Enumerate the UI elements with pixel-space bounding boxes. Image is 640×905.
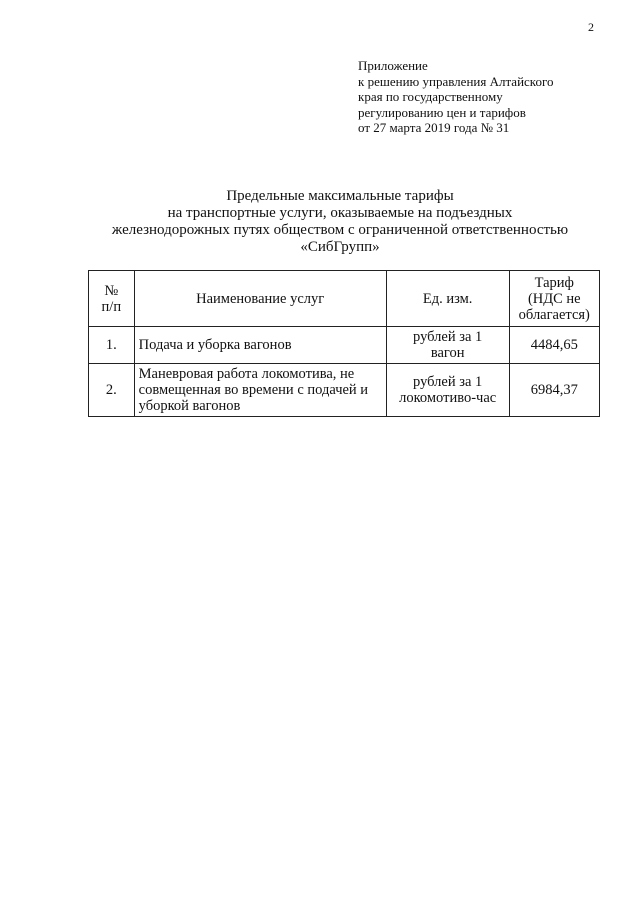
cell-service-name <box>134 364 386 417</box>
cell-service-name <box>134 327 386 364</box>
cell-line: Подача и уборка вагонов <box>138 337 292 353</box>
header-num <box>89 271 135 327</box>
appendix-line: к решению управления Алтайского <box>358 73 554 89</box>
appendix-header <box>358 58 628 136</box>
header-tariff-line: облагается) <box>518 306 590 323</box>
header-num-line: п/п <box>101 298 122 315</box>
cell-line: уборкой вагонов <box>138 398 241 414</box>
table-row <box>89 364 600 417</box>
title-line: железнодорожных путях обществом с ограниченной ответственностью <box>111 222 569 238</box>
title-line: на транспортные услуги, оказываемые на подъездных <box>167 205 513 221</box>
cell-line: вагон <box>430 345 465 361</box>
cell-line: рублей за 1 <box>413 329 483 345</box>
cell-line: рублей за 1 <box>413 374 483 390</box>
cell-line: Маневровая работа локомотива, не <box>138 366 355 382</box>
appendix-line: края по государственному <box>358 89 503 104</box>
tariffs-table <box>88 270 600 417</box>
table-header-row <box>89 271 600 327</box>
header-tariff-line: Тариф <box>534 274 574 291</box>
document-title <box>90 188 590 256</box>
cell-line: локомотиво-час <box>399 390 497 406</box>
header-num-line: № <box>104 282 119 299</box>
appendix-line: Приложение <box>358 58 428 73</box>
appendix-line: регулированию цен и тарифов <box>358 104 526 120</box>
cell-num: 2. <box>89 364 135 417</box>
cell-unit <box>386 364 509 417</box>
cell-num: 1. <box>89 327 135 364</box>
header-name: Наименование услуг <box>134 271 386 327</box>
page-number: 2 <box>588 20 594 34</box>
table-row <box>89 327 600 364</box>
appendix-line: от 27 марта 2019 года № 31 <box>358 120 510 135</box>
cell-tariff: 4484,65 <box>509 327 599 364</box>
cell-unit <box>386 327 509 364</box>
title-line: «СибГрупп» <box>300 239 380 255</box>
cell-tariff: 6984,37 <box>509 364 599 417</box>
header-tariff-line: (НДС не <box>527 290 581 307</box>
header-tariff <box>509 271 599 327</box>
title-line: Предельные максимальные тарифы <box>226 188 454 204</box>
cell-line: совмещенная во времени с подачей и <box>138 382 369 398</box>
header-unit: Ед. изм. <box>386 271 509 327</box>
